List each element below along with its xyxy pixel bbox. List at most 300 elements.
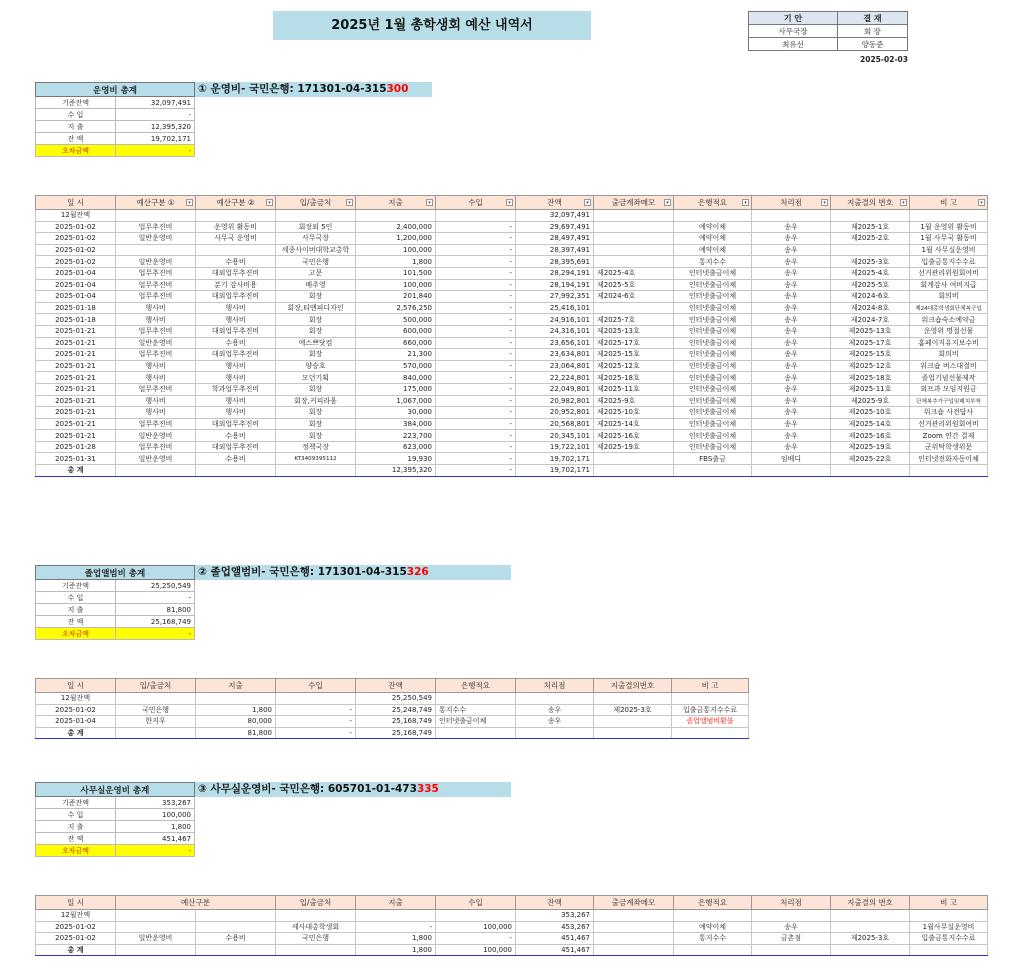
table-cell: 에스쁘닷컴 [276, 337, 356, 349]
table-cell: 2025-01-18 [36, 302, 116, 314]
column-header[interactable] [594, 196, 674, 210]
table-cell: - [436, 407, 516, 419]
total-cell: 12,395,320 [356, 465, 436, 477]
table-cell: - [436, 221, 516, 233]
table-cell: 제2025-11호 [831, 383, 910, 395]
table-cell: 101,500 [356, 267, 436, 279]
table-cell: 인터넷출금이체 [674, 395, 752, 407]
table-cell: 제2025-18호 [594, 372, 674, 384]
table-cell [910, 210, 988, 222]
total-cell [594, 727, 672, 739]
table-cell: 제2025-16호 [831, 430, 910, 442]
column-header-label: 지출 [228, 681, 243, 690]
table-cell: 회장 [276, 349, 356, 361]
table-cell: - [436, 314, 516, 326]
table-cell: 2025-01-21 [36, 407, 116, 419]
table-cell: 제2024-7호 [831, 314, 910, 326]
summary-title: 사무실운영비 총계 [36, 783, 195, 797]
table-cell: 송우 [516, 716, 594, 728]
table-cell: 송우 [752, 360, 831, 372]
column-header[interactable]: 비 고 [910, 896, 988, 910]
table-cell: 제2025-17호 [594, 337, 674, 349]
summary-label: 기준잔액 [36, 797, 116, 809]
table-cell: 일반운영비 [116, 233, 196, 245]
account-number-suffix: 326 [406, 566, 429, 578]
total-cell [116, 944, 196, 956]
table-row [36, 921, 988, 933]
total-cell [831, 465, 910, 477]
account-operating [195, 82, 432, 97]
table-cell: 송우 [752, 291, 831, 303]
table-cell: 송우 [752, 349, 831, 361]
table-cell [594, 716, 672, 728]
table-row [36, 395, 988, 407]
column-header[interactable] [356, 679, 436, 693]
total-cell [116, 727, 196, 739]
table-cell: - [436, 441, 516, 453]
filter-dropdown-icon[interactable]: ▾ [664, 199, 671, 206]
table-cell: 송우 [752, 395, 831, 407]
table-cell: 일반운영비 [116, 933, 196, 945]
table-cell [356, 210, 436, 222]
table-cell: - [436, 325, 516, 337]
table-cell: 600,000 [356, 325, 436, 337]
table-cell: - [436, 256, 516, 268]
table-cell: 2025-01-21 [36, 325, 116, 337]
table-cell [516, 693, 594, 705]
table-cell: 30,000 [356, 407, 436, 419]
table-cell: 제2025-22호 [831, 453, 910, 465]
table-cell: - [436, 453, 516, 465]
column-header[interactable] [516, 196, 594, 210]
table-cell: 제2025-9호 [831, 395, 910, 407]
total-cell [674, 465, 752, 477]
filter-dropdown-icon[interactable]: ▾ [186, 199, 193, 206]
table-cell: 정책국장 [276, 441, 356, 453]
table-cell: 12월잔액 [36, 210, 116, 222]
column-header[interactable] [276, 196, 356, 210]
table-cell: 1월 사무실운영비 [910, 244, 988, 256]
filter-dropdown-icon[interactable]: ▾ [426, 199, 433, 206]
approval-date: 2025-02-03 [860, 55, 908, 64]
column-header[interactable] [674, 196, 752, 210]
table-cell [196, 921, 276, 933]
table-cell: 사무국장 [276, 233, 356, 245]
table-row [36, 910, 988, 922]
table-cell: 25,416,101 [516, 302, 594, 314]
table-row [36, 716, 749, 728]
column-header[interactable]: 처리점 [752, 896, 831, 910]
table-cell: 회장 [276, 407, 356, 419]
total-cell: 451,467 [516, 944, 594, 956]
summary-label: 수 입 [36, 592, 116, 604]
table-cell: 회의비 [910, 291, 988, 303]
table-cell: 외프과 모임지원금 [910, 383, 988, 395]
table-cell: 송우 [752, 244, 831, 256]
summary-label: 오차금액 [36, 845, 116, 857]
summary-value: 25,250,549 [116, 580, 195, 592]
table-cell: 제2025-3호 [831, 933, 910, 945]
table-cell: 송우 [752, 407, 831, 419]
filter-dropdown-icon[interactable]: ▾ [978, 199, 985, 206]
column-header[interactable] [276, 679, 356, 693]
column-header[interactable] [36, 679, 116, 693]
column-header[interactable]: 지출결의 번호 [831, 896, 910, 910]
table-cell: 22,049,801 [516, 383, 594, 395]
table-row [36, 704, 749, 716]
column-header[interactable]: 예산구분 [116, 896, 276, 910]
table-cell [594, 210, 674, 222]
column-header-label: 처리점 [543, 681, 566, 690]
column-header[interactable]: 일 시 [36, 896, 116, 910]
table-cell: 1,800 [356, 256, 436, 268]
table-cell: - [276, 716, 356, 728]
table-row [36, 256, 988, 268]
total-cell [594, 944, 674, 956]
table-cell: 2025-01-21 [36, 430, 116, 442]
column-header[interactable] [356, 196, 436, 210]
table-cell: 행사비 [116, 395, 196, 407]
table-cell: - [276, 704, 356, 716]
column-header-label: 일 시 [67, 198, 84, 207]
table-cell: 양승호 [276, 360, 356, 372]
table-cell: 1월 운영위 활동비 [910, 221, 988, 233]
table-cell: 제2025-3호 [831, 256, 910, 268]
column-header[interactable]: 입/출금처 [276, 896, 356, 910]
table-cell [594, 910, 674, 922]
table-cell: 2025-01-04 [36, 267, 116, 279]
table-cell: 2,400,000 [356, 221, 436, 233]
table-cell: 28,294,191 [516, 267, 594, 279]
table-cell [594, 693, 672, 705]
table-cell: 수용비 [196, 256, 276, 268]
table-cell [196, 210, 276, 222]
table-cell: 제2025-10호 [594, 407, 674, 419]
table-cell: 송우 [752, 302, 831, 314]
summary-value: 100,000 [116, 809, 195, 821]
page-title: 2025년 1월 총학생회 예산 내역서 [273, 11, 591, 40]
table-cell: 대외업무추진비 [196, 267, 276, 279]
column-header[interactable] [594, 679, 672, 693]
total-cell [436, 727, 516, 739]
table-cell: 송우 [752, 418, 831, 430]
table-cell: 수용비 [196, 337, 276, 349]
table-row [36, 453, 988, 465]
account-number: ① 운영비- 국민은행: 171301-04-315 [198, 83, 387, 95]
table-cell: 451,467 [516, 933, 594, 945]
table-cell: 840,000 [356, 372, 436, 384]
summary-label: 오차금액 [36, 145, 116, 157]
filter-dropdown-icon[interactable]: ▾ [900, 199, 907, 206]
table-row [36, 314, 988, 326]
table-cell: 업무추진비 [116, 279, 196, 291]
table-cell: 회장 [276, 314, 356, 326]
table-cell: 행사비 [196, 407, 276, 419]
table-cell: 행사비 [116, 360, 196, 372]
table-cell: 제2025-14호 [831, 418, 910, 430]
summary-title: 졸업앨범비 총계 [36, 566, 195, 580]
filter-dropdown-icon[interactable]: ▾ [584, 199, 591, 206]
table-cell: 일반운영비 [116, 453, 196, 465]
table-cell: - [436, 233, 516, 245]
summary-operating [35, 82, 195, 157]
summary-value: - [116, 592, 195, 604]
table-row [36, 325, 988, 337]
table-cell: 수용비 [196, 430, 276, 442]
column-header[interactable]: 은행적요 [674, 896, 752, 910]
table-cell: 제2025-15호 [831, 349, 910, 361]
table-cell: 업무추진비 [116, 267, 196, 279]
table-cell [196, 693, 276, 705]
summary-value: - [116, 109, 195, 121]
filter-dropdown-icon[interactable]: ▾ [266, 199, 273, 206]
table-cell: 12월잔액 [36, 693, 116, 705]
table-cell: 입출금통지수수료 [910, 256, 988, 268]
table-cell: 국민은행 [276, 933, 356, 945]
table-cell: 일반운영비 [116, 337, 196, 349]
total-cell [196, 465, 276, 477]
table-cell: 송우 [752, 314, 831, 326]
column-header[interactable]: 잔액 [516, 896, 594, 910]
approval-header-approve: 결 재 [837, 12, 907, 25]
table-cell: - [436, 337, 516, 349]
table-cell [752, 910, 831, 922]
table-cell: 인터넷출금이체 [674, 291, 752, 303]
table-cell: 1,067,000 [356, 395, 436, 407]
table-cell: 수용비 [196, 933, 276, 945]
table-cell: 회장 [276, 418, 356, 430]
table-cell: 2025-01-21 [36, 349, 116, 361]
table-cell: 28,194,191 [516, 279, 594, 291]
table-cell: - [436, 291, 516, 303]
table-cell: 행사비 [196, 360, 276, 372]
table-cell: - [436, 349, 516, 361]
table-row [36, 372, 988, 384]
table-row [36, 349, 988, 361]
table-cell: 20,952,801 [516, 407, 594, 419]
table-cell: 사무국 운영비 [196, 233, 276, 245]
table-cell: - [436, 933, 516, 945]
table-cell: 대외업무추진비 [196, 291, 276, 303]
table-cell: 행사비 [196, 314, 276, 326]
table-cell [831, 210, 910, 222]
table-row [36, 233, 988, 245]
table-cell: 제2025-10호 [831, 407, 910, 419]
table-cell: 25,168,749 [356, 716, 436, 728]
table-cell: 임베디 [752, 453, 831, 465]
column-header[interactable] [436, 196, 516, 210]
table-cell: 국민은행 [116, 704, 196, 716]
account-office [195, 782, 511, 797]
table-cell: 인터넷출금이체 [674, 372, 752, 384]
column-header-label: 수입 [308, 681, 323, 690]
table-cell: 예약이체 [674, 221, 752, 233]
table-cell: 제2024-6호 [594, 291, 674, 303]
table-cell: 제24대총학생회단체복구입 [910, 302, 988, 314]
column-header[interactable] [196, 196, 276, 210]
table-cell [674, 910, 752, 922]
summary-label: 기준잔액 [36, 97, 116, 109]
total-cell: 총 계 [36, 465, 116, 477]
column-header[interactable] [436, 679, 516, 693]
column-header[interactable] [516, 679, 594, 693]
table-cell: 2025-01-21 [36, 418, 116, 430]
summary-value: - [116, 845, 195, 857]
table-cell: 인터넷출금이체 [674, 302, 752, 314]
table-cell: 행사비 [196, 372, 276, 384]
table-cell: - [436, 395, 516, 407]
column-header-label: 예산구분 ② [216, 198, 255, 207]
table-cell: 2025-01-02 [36, 256, 116, 268]
column-header[interactable] [116, 679, 196, 693]
table-cell: 제2025-4호 [831, 267, 910, 279]
filter-dropdown-icon[interactable]: ▾ [506, 199, 513, 206]
table-cell: 20,345,101 [516, 430, 594, 442]
table-cell: 인터넷전화자동이체 [910, 453, 988, 465]
table-cell: 업무추진비 [116, 441, 196, 453]
table-cell [356, 910, 436, 922]
column-header[interactable] [752, 196, 831, 210]
table-cell: 금촌점 [752, 933, 831, 945]
table-cell: 회계감사 여비지급 [910, 279, 988, 291]
table-cell: 일반운영비 [116, 256, 196, 268]
total-cell: 총 계 [36, 727, 116, 739]
column-header[interactable]: 출금계좌메모 [594, 896, 674, 910]
summary-label: 수 입 [36, 109, 116, 121]
table-cell: 21,300 [356, 349, 436, 361]
table-row [36, 441, 988, 453]
table-cell: 100,000 [436, 921, 516, 933]
column-header[interactable] [910, 196, 988, 210]
table-cell: 송우 [516, 704, 594, 716]
table-cell [276, 210, 356, 222]
table-cell: 1월 사무국 활동비 [910, 233, 988, 245]
table-cell: 570,000 [356, 360, 436, 372]
total-cell: 81,800 [196, 727, 276, 739]
table-cell [196, 910, 276, 922]
table-cell: 201,840 [356, 291, 436, 303]
table-cell: 제2025-1호 [831, 221, 910, 233]
filter-dropdown-icon[interactable]: ▾ [346, 199, 353, 206]
table-cell [594, 256, 674, 268]
table-cell: 운영위 활동비 [196, 221, 276, 233]
column-header-label: 비 고 [940, 198, 957, 207]
approval-box [748, 11, 908, 51]
table-cell: 인터넷출금이체 [674, 325, 752, 337]
table-cell [831, 910, 910, 922]
filter-dropdown-icon[interactable]: ▾ [742, 199, 749, 206]
table-row [36, 407, 988, 419]
table-cell [752, 210, 831, 222]
table-cell: 인터넷출금이체 [674, 383, 752, 395]
account-number: ② 졸업앨범비- 국민은행: 171301-04-315 [198, 566, 407, 578]
summary-label: 지 출 [36, 604, 116, 616]
summary-value: 25,168,749 [116, 616, 195, 628]
table-cell [116, 921, 196, 933]
column-header-label: 은행적요 [698, 198, 727, 207]
table-cell: 입출금통지수수료 [910, 933, 988, 945]
table-cell: 25,250,549 [356, 693, 436, 705]
table-cell: 23,064,801 [516, 360, 594, 372]
table-cell: 2025-01-04 [36, 279, 116, 291]
table-cell: 한지우 [116, 716, 196, 728]
table-cell: 19,702,171 [516, 453, 594, 465]
table-cell [594, 302, 674, 314]
table-cell: 입출금통지수수료 [672, 704, 749, 716]
column-header[interactable] [831, 196, 910, 210]
table-cell [594, 221, 674, 233]
table-cell: 23,634,801 [516, 349, 594, 361]
column-header[interactable] [196, 679, 276, 693]
table-cell: 2025-01-21 [36, 383, 116, 395]
table-cell: 인터넷출금이체 [674, 430, 752, 442]
table-cell: 23,656,101 [516, 337, 594, 349]
table-cell: - [436, 244, 516, 256]
table-cell: 국민은행 [276, 256, 356, 268]
table-cell: 통지수수 [674, 256, 752, 268]
table-cell: 행사비 [116, 314, 196, 326]
column-header[interactable] [672, 679, 749, 693]
table-cell: - [436, 267, 516, 279]
summary-title: 운영비 총계 [36, 83, 195, 97]
table-cell: 송우 [752, 921, 831, 933]
table-cell: 25,248,749 [356, 704, 436, 716]
table-cell: 송우 [752, 383, 831, 395]
ledger-album [35, 678, 749, 739]
filter-dropdown-icon[interactable]: ▾ [821, 199, 828, 206]
table-cell: 제2024-6호 [831, 291, 910, 303]
approval-role-drafter: 사무국장 [749, 25, 838, 38]
column-header-label: 비 고 [701, 681, 719, 690]
table-cell: 2025-01-02 [36, 933, 116, 945]
column-header[interactable]: 지출 [356, 896, 436, 910]
table-cell: 회장 [276, 383, 356, 395]
total-cell [910, 944, 988, 956]
table-cell: 회장 [276, 325, 356, 337]
table-cell: 학과업무추진비 [196, 383, 276, 395]
table-cell: 송우 [752, 267, 831, 279]
column-header[interactable] [36, 196, 116, 210]
total-cell: 25,168,749 [356, 727, 436, 739]
table-cell: 20,982,801 [516, 395, 594, 407]
table-cell: 졸업기념선물제작 [910, 372, 988, 384]
table-cell: 제2025-5호 [831, 279, 910, 291]
table-cell: 제2025-19호 [831, 441, 910, 453]
total-cell [276, 465, 356, 477]
summary-value: 32,097,491 [116, 97, 195, 109]
summary-label: 수 입 [36, 809, 116, 821]
table-cell: 행사비 [116, 407, 196, 419]
column-header[interactable]: 수입 [436, 896, 516, 910]
table-cell: 인터넷출금이체 [674, 441, 752, 453]
table-cell: 28,397,491 [516, 244, 594, 256]
table-cell: 선거관리위원회여비 [910, 267, 988, 279]
table-cell: 제2025-15호 [594, 349, 674, 361]
total-cell [196, 944, 276, 956]
table-cell [436, 210, 516, 222]
column-header-label: 처리점 [780, 198, 802, 207]
table-cell: 1,800 [356, 933, 436, 945]
table-cell: 배주영 [276, 279, 356, 291]
table-cell: 인터넷출금이체 [674, 349, 752, 361]
table-row [36, 302, 988, 314]
table-cell: 29,697,491 [516, 221, 594, 233]
table-row [36, 267, 988, 279]
table-cell [276, 693, 356, 705]
column-header[interactable] [116, 196, 196, 210]
table-cell [910, 910, 988, 922]
table-cell: 제2025-12호 [831, 360, 910, 372]
